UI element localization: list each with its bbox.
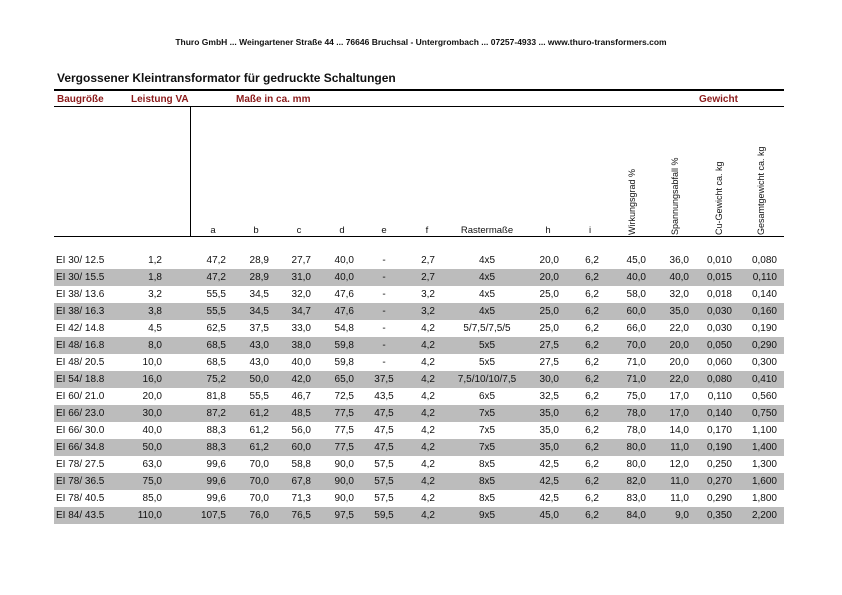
table-row: [54, 388, 784, 405]
cell-cu-gewicht: 0,110: [707, 391, 732, 402]
cell-f: 4,2: [421, 340, 435, 351]
cell-i: 6,2: [585, 391, 599, 402]
cell-f: 4,2: [421, 476, 435, 487]
cell-baugroesse: EI 78/ 36.5: [56, 476, 105, 487]
cell-baugroesse: EI 38/ 16.3: [56, 306, 105, 317]
cell-rastermasse: 7x5: [478, 425, 496, 436]
cell-baugroesse: EI 48/ 20.5: [56, 357, 105, 368]
cell-a: 55,5: [206, 306, 226, 317]
table-row: [54, 269, 784, 286]
col-header-spannungsabfall: Spannungsabfall %: [670, 157, 680, 235]
cell-f: 4,2: [421, 459, 435, 470]
cell-rastermasse: 7x5: [478, 408, 496, 419]
cell-c: 71,3: [291, 493, 311, 504]
cell-d: 77,5: [334, 425, 354, 436]
cell-i: 6,2: [585, 425, 599, 436]
cell-cu-gewicht: 0,030: [706, 306, 732, 317]
cell-d: 54,8: [334, 323, 354, 334]
cell-d: 90,0: [334, 493, 354, 504]
cell-h: 25,0: [539, 289, 559, 300]
table-row: [54, 337, 784, 354]
table-row: [54, 507, 784, 524]
cell-cu-gewicht: 0,270: [706, 476, 732, 487]
cell-rastermasse: 8x5: [478, 476, 496, 487]
cell-b: 34,5: [249, 289, 269, 300]
cell-c: 40,0: [291, 357, 311, 368]
cell-c: 60,0: [291, 442, 311, 453]
cell-leistung: 1,2: [148, 255, 162, 266]
table-row: [54, 473, 784, 490]
cell-wirkungsgrad: 70,0: [626, 340, 646, 351]
cell-rastermasse: 4x5: [478, 272, 496, 283]
cell-f: 2,7: [421, 272, 435, 283]
cell-gesamtgewicht: 0,560: [751, 391, 777, 402]
cell-rastermasse: 8x5: [478, 493, 496, 504]
cell-h: 42,5: [539, 476, 559, 487]
cell-wirkungsgrad: 40,0: [626, 272, 646, 283]
col-header-c: c: [296, 225, 302, 236]
cell-leistung: 3,2: [148, 289, 162, 300]
table-row: [54, 422, 784, 439]
cell-h: 20,0: [539, 255, 559, 266]
cell-cu-gewicht: 0,015: [706, 272, 732, 283]
cell-a: 62,5: [206, 323, 226, 334]
cell-spannungsabfall: 35,0: [669, 306, 689, 317]
cell-cu-gewicht: 0,250: [706, 459, 732, 470]
cell-leistung: 16,0: [142, 374, 162, 385]
cell-b: 50,0: [249, 374, 269, 385]
cell-f: 4,2: [421, 493, 435, 504]
cell-wirkungsgrad: 58,0: [626, 289, 646, 300]
cell-c: 48,5: [291, 408, 311, 419]
cell-b: 61,2: [249, 442, 269, 453]
cell-c: 31,0: [291, 272, 311, 283]
table-row: [54, 303, 784, 320]
cell-cu-gewicht: 0,060: [706, 357, 732, 368]
cell-gesamtgewicht: 0,190: [751, 323, 777, 334]
col-header-a: a: [210, 225, 216, 236]
col-header-e: e: [381, 225, 387, 236]
cell-h: 42,5: [539, 493, 559, 504]
cell-gesamtgewicht: 0,160: [751, 306, 777, 317]
cell-e: 47,5: [374, 442, 394, 453]
cell-h: 27,5: [539, 357, 559, 368]
cell-spannungsabfall: 20,0: [669, 357, 689, 368]
cell-wirkungsgrad: 83,0: [626, 493, 646, 504]
cell-wirkungsgrad: 78,0: [626, 425, 646, 436]
cell-c: 34,7: [291, 306, 311, 317]
col-header-d: d: [339, 225, 345, 236]
cell-gesamtgewicht: 0,300: [751, 357, 777, 368]
cell-gesamtgewicht: 0,080: [751, 255, 777, 266]
cell-spannungsabfall: 17,0: [669, 391, 689, 402]
cell-rastermasse: 4x5: [478, 289, 496, 300]
cell-leistung: 40,0: [142, 425, 162, 436]
cell-i: 6,2: [585, 340, 599, 351]
cell-a: 47,2: [206, 272, 226, 283]
cell-rastermasse: 8x5: [478, 459, 496, 470]
cell-i: 6,2: [585, 476, 599, 487]
cell-f: 4,2: [421, 323, 435, 334]
cell-c: 27,7: [291, 255, 311, 266]
cell-leistung: 75,0: [142, 476, 162, 487]
cell-h: 27,5: [539, 340, 559, 351]
cell-e: -: [382, 255, 386, 266]
cell-h: 45,0: [539, 510, 559, 521]
cell-b: 70,0: [249, 476, 269, 487]
cell-rastermasse: 4x5: [478, 306, 496, 317]
cell-rastermasse: 7,5/10/10/7,5: [457, 374, 517, 385]
group-header-masse: Maße in ca. mm: [236, 94, 311, 105]
cell-i: 6,2: [585, 289, 599, 300]
col-header-h: h: [545, 225, 551, 236]
cell-wirkungsgrad: 66,0: [626, 323, 646, 334]
cell-spannungsabfall: 17,0: [669, 408, 689, 419]
cell-spannungsabfall: 14,0: [669, 425, 689, 436]
cell-b: 70,0: [249, 459, 269, 470]
cell-spannungsabfall: 22,0: [669, 374, 689, 385]
cell-gesamtgewicht: 0,140: [751, 289, 777, 300]
table-row: [54, 354, 784, 371]
cell-a: 99,6: [206, 476, 226, 487]
cell-b: 28,9: [249, 272, 269, 283]
cell-cu-gewicht: 0,290: [706, 493, 732, 504]
table-row: [54, 439, 784, 456]
cell-baugroesse: EI 30/ 15.5: [56, 272, 105, 283]
cell-c: 56,0: [291, 425, 311, 436]
cell-e: -: [382, 306, 386, 317]
cell-a: 99,6: [206, 459, 226, 470]
cell-leistung: 50,0: [142, 442, 162, 453]
cell-f: 2,7: [421, 255, 435, 266]
cell-baugroesse: EI 42/ 14.8: [56, 323, 105, 334]
cell-h: 20,0: [539, 272, 559, 283]
cell-wirkungsgrad: 60,0: [626, 306, 646, 317]
cell-h: 42,5: [539, 459, 559, 470]
col-header-wirkungsgrad: Wirkungsgrad %: [627, 168, 637, 235]
company-line: Thuro GmbH ... Weingartener Straße 44 ... 76646 Bruchsal - Untergrombach ... 07257-4933 ... www.thuro-transformers.com: [175, 37, 667, 47]
col-header-i: i: [588, 225, 592, 236]
col-header-gesamtgewicht: Gesamtgewicht ca. kg: [756, 146, 766, 235]
cell-cu-gewicht: 0,050: [706, 340, 732, 351]
cell-d: 47,6: [334, 306, 354, 317]
cell-a: 99,6: [206, 493, 226, 504]
cell-i: 6,2: [585, 493, 599, 504]
cell-c: 33,0: [291, 323, 311, 334]
cell-i: 6,2: [585, 323, 599, 334]
cell-cu-gewicht: 0,170: [706, 425, 732, 436]
cell-spannungsabfall: 11,0: [670, 476, 689, 487]
columns-rule: [54, 236, 784, 237]
cell-e: 57,5: [374, 493, 394, 504]
cell-gesamtgewicht: 1,100: [751, 425, 777, 436]
cell-wirkungsgrad: 80,0: [626, 459, 646, 470]
cell-b: 43,0: [249, 357, 269, 368]
cell-e: 57,5: [374, 459, 394, 470]
col-header-f: f: [425, 225, 429, 236]
cell-a: 68,5: [206, 357, 226, 368]
cell-d: 40,0: [334, 255, 354, 266]
cell-a: 88,3: [206, 442, 226, 453]
cell-a: 88,3: [206, 425, 226, 436]
cell-f: 4,2: [421, 408, 435, 419]
header-rule: [54, 106, 784, 107]
cell-b: 70,0: [249, 493, 269, 504]
cell-wirkungsgrad: 71,0: [626, 374, 646, 385]
cell-e: -: [382, 272, 386, 283]
cell-leistung: 30,0: [142, 408, 162, 419]
cell-baugroesse: EI 38/ 13.6: [56, 289, 105, 300]
cell-d: 40,0: [334, 272, 354, 283]
table-row: [54, 490, 784, 507]
cell-d: 59,8: [334, 357, 354, 368]
cell-f: 4,2: [421, 425, 435, 436]
cell-leistung: 20,0: [142, 391, 162, 402]
cell-gesamtgewicht: 1,300: [751, 459, 777, 470]
col-header-b: b: [253, 225, 259, 236]
cell-a: 107,5: [200, 510, 226, 521]
group-header-gewicht: Gewicht: [699, 94, 738, 105]
cell-f: 4,2: [421, 510, 435, 521]
cell-c: 32,0: [291, 289, 311, 300]
cell-spannungsabfall: 36,0: [669, 255, 689, 266]
col-header-raster: Rastermaße: [460, 225, 514, 236]
column-divider: [190, 107, 191, 236]
cell-baugroesse: EI 78/ 27.5: [56, 459, 105, 470]
cell-e: 57,5: [374, 476, 394, 487]
cell-baugroesse: EI 66/ 34.8: [56, 442, 105, 453]
cell-e: 37,5: [374, 374, 394, 385]
cell-leistung: 110,0: [137, 510, 162, 521]
cell-h: 25,0: [539, 306, 559, 317]
cell-spannungsabfall: 32,0: [669, 289, 689, 300]
cell-rastermasse: 5x5: [478, 340, 496, 351]
cell-baugroesse: EI 48/ 16.8: [56, 340, 105, 351]
cell-spannungsabfall: 22,0: [669, 323, 689, 334]
cell-d: 77,5: [334, 442, 354, 453]
page-title: Vergossener Kleintransformator für gedruckte Schaltungen: [57, 71, 396, 85]
table-row: [54, 456, 784, 473]
cell-baugroesse: EI 84/ 43.5: [56, 510, 105, 521]
cell-baugroesse: EI 66/ 30.0: [56, 425, 105, 436]
cell-e: 47,5: [374, 408, 394, 419]
cell-baugroesse: EI 54/ 18.8: [56, 374, 105, 385]
cell-rastermasse: 5x5: [478, 357, 496, 368]
cell-wirkungsgrad: 80,0: [626, 442, 646, 453]
cell-gesamtgewicht: 1,600: [751, 476, 777, 487]
cell-b: 55,5: [249, 391, 269, 402]
cell-f: 4,2: [421, 391, 435, 402]
cell-h: 30,0: [539, 374, 559, 385]
cell-gesamtgewicht: 2,200: [751, 510, 777, 521]
cell-wirkungsgrad: 75,0: [626, 391, 646, 402]
cell-h: 35,0: [539, 425, 559, 436]
cell-d: 90,0: [334, 459, 354, 470]
cell-rastermasse: 6x5: [478, 391, 496, 402]
cell-wirkungsgrad: 71,0: [626, 357, 646, 368]
cell-spannungsabfall: 40,0: [669, 272, 689, 283]
cell-b: 76,0: [249, 510, 269, 521]
cell-e: 47,5: [374, 425, 394, 436]
cell-baugroesse: EI 30/ 12.5: [56, 255, 105, 266]
cell-d: 72,5: [334, 391, 354, 402]
cell-i: 6,2: [585, 459, 599, 470]
cell-d: 59,8: [334, 340, 354, 351]
cell-cu-gewicht: 0,140: [706, 408, 732, 419]
cell-baugroesse: EI 78/ 40.5: [56, 493, 105, 504]
cell-wirkungsgrad: 84,0: [626, 510, 646, 521]
cell-f: 4,2: [421, 357, 435, 368]
cell-b: 61,2: [249, 408, 269, 419]
cell-rastermasse: 4x5: [478, 255, 496, 266]
cell-h: 35,0: [539, 408, 559, 419]
cell-e: 43,5: [374, 391, 394, 402]
cell-a: 55,5: [206, 289, 226, 300]
cell-rastermasse: 9x5: [478, 510, 496, 521]
cell-leistung: 3,8: [148, 306, 162, 317]
cell-d: 90,0: [334, 476, 354, 487]
cell-rastermasse: 7x5: [478, 442, 496, 453]
cell-gesamtgewicht: 1,400: [751, 442, 777, 453]
cell-i: 6,2: [585, 510, 599, 521]
cell-f: 4,2: [421, 442, 435, 453]
cell-baugroesse: EI 66/ 23.0: [56, 408, 105, 419]
cell-cu-gewicht: 0,080: [706, 374, 732, 385]
cell-wirkungsgrad: 82,0: [626, 476, 646, 487]
cell-leistung: 1,8: [148, 272, 162, 283]
cell-c: 42,0: [291, 374, 311, 385]
cell-a: 47,2: [206, 255, 226, 266]
table-row: [54, 252, 784, 269]
cell-b: 43,0: [249, 340, 269, 351]
table-row: [54, 405, 784, 422]
table-row: [54, 286, 784, 303]
cell-e: -: [382, 340, 386, 351]
col-header-cu-gewicht: Cu-Gewicht ca. kg: [714, 161, 724, 235]
cell-cu-gewicht: 0,018: [706, 289, 732, 300]
cell-leistung: 63,0: [142, 459, 162, 470]
cell-leistung: 10,0: [142, 357, 162, 368]
cell-d: 65,0: [334, 374, 354, 385]
cell-cu-gewicht: 0,030: [706, 323, 732, 334]
cell-h: 32,5: [539, 391, 559, 402]
cell-gesamtgewicht: 0,290: [751, 340, 777, 351]
cell-gesamtgewicht: 0,410: [751, 374, 777, 385]
cell-b: 34,5: [249, 306, 269, 317]
cell-i: 6,2: [585, 442, 599, 453]
cell-baugroesse: EI 60/ 21.0: [56, 391, 105, 402]
cell-c: 76,5: [291, 510, 311, 521]
cell-gesamtgewicht: 1,800: [751, 493, 777, 504]
cell-a: 75,2: [206, 374, 226, 385]
cell-i: 6,2: [585, 306, 599, 317]
cell-b: 61,2: [249, 425, 269, 436]
cell-e: 59,5: [374, 510, 394, 521]
cell-e: -: [382, 357, 386, 368]
cell-d: 77,5: [334, 408, 354, 419]
cell-wirkungsgrad: 45,0: [626, 255, 646, 266]
cell-a: 68,5: [206, 340, 226, 351]
cell-spannungsabfall: 11,0: [670, 493, 689, 504]
cell-e: -: [382, 323, 386, 334]
cell-a: 81,8: [206, 391, 226, 402]
cell-e: -: [382, 289, 386, 300]
cell-f: 3,2: [421, 289, 435, 300]
cell-d: 97,5: [334, 510, 354, 521]
table-row: [54, 320, 784, 337]
cell-i: 6,2: [585, 374, 599, 385]
cell-f: 4,2: [421, 374, 435, 385]
cell-i: 6,2: [585, 357, 599, 368]
cell-c: 58,8: [291, 459, 311, 470]
cell-gesamtgewicht: 0,750: [751, 408, 777, 419]
data-table: [54, 252, 784, 524]
cell-leistung: 85,0: [142, 493, 162, 504]
cell-leistung: 8,0: [148, 340, 162, 351]
cell-b: 37,5: [249, 323, 269, 334]
group-header-baugroesse: Baugröße: [57, 94, 104, 105]
cell-i: 6,2: [585, 408, 599, 419]
cell-spannungsabfall: 11,0: [670, 442, 689, 453]
cell-spannungsabfall: 20,0: [669, 340, 689, 351]
cell-cu-gewicht: 0,190: [706, 442, 732, 453]
cell-c: 46,7: [291, 391, 311, 402]
cell-gesamtgewicht: 0,110: [752, 272, 777, 283]
cell-cu-gewicht: 0,350: [706, 510, 732, 521]
cell-h: 25,0: [539, 323, 559, 334]
group-header-leistung: Leistung VA: [131, 94, 189, 105]
table-row: [54, 371, 784, 388]
cell-i: 6,2: [585, 255, 599, 266]
cell-h: 35,0: [539, 442, 559, 453]
cell-f: 3,2: [421, 306, 435, 317]
cell-wirkungsgrad: 78,0: [626, 408, 646, 419]
cell-cu-gewicht: 0,010: [706, 255, 732, 266]
cell-spannungsabfall: 9,0: [675, 510, 689, 521]
cell-c: 38,0: [291, 340, 311, 351]
title-rule: [54, 89, 784, 91]
cell-b: 28,9: [249, 255, 269, 266]
cell-spannungsabfall: 12,0: [669, 459, 689, 470]
cell-a: 87,2: [206, 408, 226, 419]
cell-i: 6,2: [585, 272, 599, 283]
cell-d: 47,6: [334, 289, 354, 300]
cell-rastermasse: 5/7,5/7,5/5: [463, 323, 511, 334]
cell-c: 67,8: [291, 476, 311, 487]
cell-leistung: 4,5: [148, 323, 162, 334]
